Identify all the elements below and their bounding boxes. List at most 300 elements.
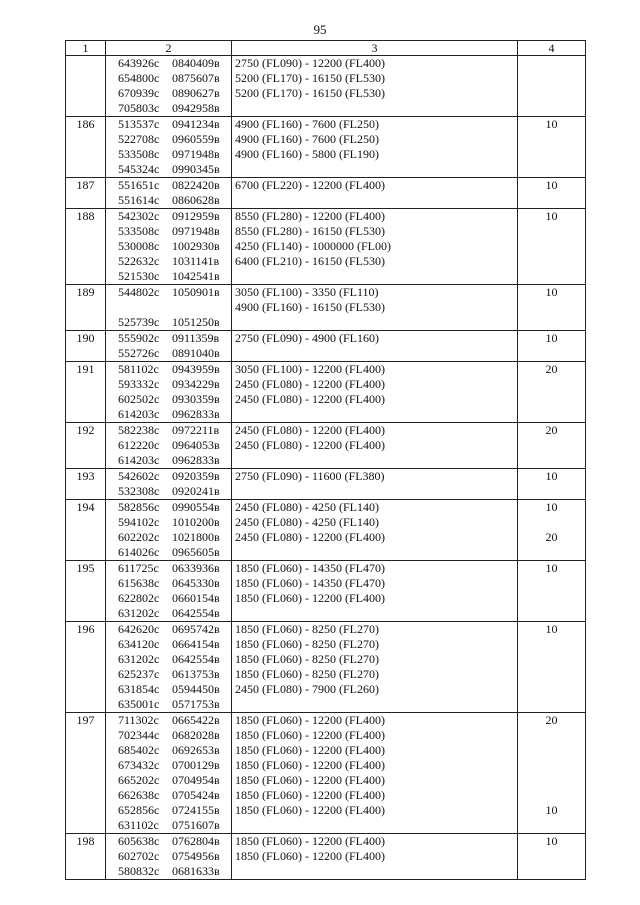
latitude: 542302с: [118, 209, 160, 223]
coordinates-cell: [106, 56, 232, 117]
altitude-cell: [232, 209, 518, 285]
longitude: 0700129в: [172, 758, 220, 772]
longitude: 0642554в: [172, 652, 220, 666]
width-value: [521, 864, 582, 879]
coordinates-cell: [106, 423, 232, 469]
latitude: 612220с: [118, 438, 160, 452]
altitude-cell: [232, 178, 518, 209]
width-value: 20: [545, 530, 558, 544]
coordinate-pair: [118, 423, 228, 438]
altitude-range: [235, 484, 514, 499]
altitude-range: 2450 (FL080) - 12200 (FL400): [235, 392, 385, 406]
longitude: 0971948в: [172, 224, 220, 238]
coordinate-pair: [118, 453, 228, 468]
coordinate-pair: [118, 178, 228, 193]
latitude: 582238с: [118, 423, 160, 437]
longitude: 0840409в: [172, 56, 220, 70]
row-number: 189: [66, 285, 106, 331]
latitude: 634120с: [118, 637, 160, 651]
altitude-range: 1850 (FL060) - 8250 (FL270): [235, 622, 379, 636]
row-number: 190: [66, 331, 106, 362]
altitude-range: [235, 606, 514, 621]
coordinate-pair: [118, 515, 228, 530]
coordinate-pair: [118, 117, 228, 132]
width-value: [521, 591, 582, 606]
altitude-range: 3050 (FL100) - 12200 (FL400): [235, 362, 385, 376]
longitude: 1010200в: [172, 515, 220, 529]
altitude-cell: [232, 622, 518, 713]
longitude: 0751607в: [172, 818, 220, 832]
latitude: 602702с: [118, 849, 160, 863]
longitude: 0822420в: [172, 178, 220, 192]
coordinate-pair: [118, 500, 228, 515]
altitude-range: 2450 (FL080) - 12200 (FL400): [235, 377, 385, 391]
latitude: 544802с: [118, 285, 160, 299]
altitude-cell: [232, 423, 518, 469]
width-cell: [518, 285, 586, 331]
altitude-range: 1850 (FL060) - 12200 (FL400): [235, 849, 385, 863]
altitude-range: 1850 (FL060) - 8250 (FL270): [235, 637, 379, 651]
header-col-2: 2: [106, 41, 232, 56]
coordinates-cell: [106, 362, 232, 423]
width-value: 10: [545, 285, 558, 299]
longitude: 0642554в: [172, 606, 220, 620]
width-cell: [518, 209, 586, 285]
width-value: 20: [545, 423, 558, 437]
table-row: [66, 561, 586, 622]
latitude: 662638с: [118, 788, 160, 802]
coordinate-pair: [118, 834, 228, 849]
coordinate-pair: [118, 788, 228, 803]
altitude-cell: [232, 117, 518, 178]
altitude-cell: [232, 56, 518, 117]
longitude: 0571753в: [172, 697, 220, 711]
width-value: [521, 788, 582, 803]
altitude-range: 1850 (FL060) - 12200 (FL400): [235, 743, 385, 757]
altitude-cell: [232, 834, 518, 880]
altitude-range: 2450 (FL080) - 7900 (FL260): [235, 682, 379, 696]
latitude: 542602с: [118, 469, 160, 483]
coordinates-cell: [106, 469, 232, 500]
coordinate-pair: [118, 254, 228, 269]
row-number: 196: [66, 622, 106, 713]
row-number: 187: [66, 178, 106, 209]
coordinate-pair: [118, 300, 228, 315]
altitude-range: 2450 (FL080) - 12200 (FL400): [235, 423, 385, 437]
width-value: 10: [545, 178, 558, 192]
coordinate-pair: [118, 132, 228, 147]
width-value: [521, 728, 582, 743]
longitude: 0965605в: [172, 545, 220, 559]
coordinate-pair: [118, 315, 228, 330]
longitude: 0594450в: [172, 682, 220, 696]
table-row: [66, 331, 586, 362]
width-value: [521, 453, 582, 468]
latitude: 602502с: [118, 392, 160, 406]
longitude: 0633936в: [172, 561, 220, 575]
longitude: 0704954в: [172, 773, 220, 787]
longitude: 1050901в: [172, 285, 220, 299]
coordinates-cell: [106, 713, 232, 834]
row-number: 194: [66, 500, 106, 561]
row-number: 191: [66, 362, 106, 423]
coordinate-pair: [118, 71, 228, 86]
coordinates-cell: [106, 209, 232, 285]
width-cell: [518, 500, 586, 561]
width-value: [521, 407, 582, 422]
latitude: 551651с: [118, 178, 160, 192]
altitude-range: [235, 269, 514, 284]
altitude-range: 1850 (FL060) - 12200 (FL400): [235, 803, 385, 817]
coordinate-pair: [118, 849, 228, 864]
altitude-range: 1850 (FL060) - 8250 (FL270): [235, 667, 379, 681]
width-cell: [518, 117, 586, 178]
longitude: 1031141в: [172, 254, 220, 268]
row-number: 197: [66, 713, 106, 834]
airspace-table: [65, 40, 586, 880]
longitude: 0990345в: [172, 162, 220, 176]
altitude-range: [235, 101, 514, 116]
longitude: 0695742в: [172, 622, 220, 636]
latitude: 552726с: [118, 346, 160, 360]
width-value: [521, 652, 582, 667]
longitude: 0972211в: [172, 423, 220, 437]
coordinates-cell: [106, 285, 232, 331]
width-value: [521, 697, 582, 712]
longitude: 0645330в: [172, 576, 220, 590]
latitude: 685402с: [118, 743, 160, 757]
row-number: 188: [66, 209, 106, 285]
altitude-range: 1850 (FL060) - 12200 (FL400): [235, 773, 385, 787]
row-number: 192: [66, 423, 106, 469]
table-row: [66, 56, 586, 117]
latitude: 522632с: [118, 254, 160, 268]
coordinate-pair: [118, 362, 228, 377]
coordinate-pair: [118, 56, 228, 71]
coordinate-pair: [118, 818, 228, 833]
altitude-range: 6700 (FL220) - 12200 (FL400): [235, 178, 385, 192]
latitude: 702344с: [118, 728, 160, 742]
table-row: [66, 500, 586, 561]
width-value: [521, 239, 582, 254]
width-cell: [518, 331, 586, 362]
coordinate-pair: [118, 606, 228, 621]
altitude-range: 4900 (FL160) - 5800 (FL190): [235, 147, 379, 161]
coordinate-pair: [118, 622, 228, 637]
width-value: [521, 438, 582, 453]
coordinate-pair: [118, 728, 228, 743]
table-row: [66, 423, 586, 469]
coordinate-pair: [118, 484, 228, 499]
coordinate-pair: [118, 86, 228, 101]
width-value: [521, 377, 582, 392]
altitude-range: 1850 (FL060) - 12200 (FL400): [235, 834, 385, 848]
longitude: 0754956в: [172, 849, 220, 863]
width-value: [521, 86, 582, 101]
coordinate-pair: [118, 269, 228, 284]
longitude: 0930359в: [172, 392, 220, 406]
coordinate-pair: [118, 697, 228, 712]
coordinate-pair: [118, 209, 228, 224]
longitude: 0912959в: [172, 209, 220, 223]
width-value: [521, 254, 582, 269]
longitude: 0942958в: [172, 101, 220, 115]
width-value: [521, 224, 582, 239]
altitude-range: 3050 (FL100) - 3350 (FL110): [235, 285, 379, 299]
latitude: 635001с: [118, 697, 160, 711]
header-col-1: 1: [66, 41, 106, 56]
latitude: 673432с: [118, 758, 160, 772]
longitude: 0682028в: [172, 728, 220, 742]
coordinate-pair: [118, 803, 228, 818]
altitude-range: [235, 545, 514, 560]
altitude-range: [235, 162, 514, 177]
longitude: 0962833в: [172, 453, 220, 467]
latitude: 582856с: [118, 500, 160, 514]
latitude: 642620с: [118, 622, 160, 636]
coordinates-cell: [106, 561, 232, 622]
latitude: 631854с: [118, 682, 160, 696]
altitude-cell: [232, 500, 518, 561]
latitude: 631202с: [118, 606, 160, 620]
table-body: [66, 56, 586, 880]
coordinate-pair: [118, 864, 228, 879]
longitude: 0762804в: [172, 834, 220, 848]
table-row: [66, 285, 586, 331]
coordinate-pair: [118, 331, 228, 346]
row-number: 198: [66, 834, 106, 880]
latitude: 545324с: [118, 162, 160, 176]
altitude-range: [235, 864, 514, 879]
width-value: 10: [545, 209, 558, 223]
longitude: 0934229в: [172, 377, 220, 391]
coordinate-pair: [118, 438, 228, 453]
altitude-range: 1850 (FL060) - 14350 (FL470): [235, 561, 385, 575]
latitude: 611725с: [118, 561, 159, 575]
width-value: [521, 484, 582, 499]
table-row: [66, 117, 586, 178]
latitude: 654800с: [118, 71, 160, 85]
altitude-range: 2450 (FL080) - 12200 (FL400): [235, 438, 385, 452]
coordinate-pair: [118, 193, 228, 208]
width-cell: [518, 713, 586, 834]
coordinate-pair: [118, 162, 228, 177]
width-value: 10: [545, 500, 558, 514]
latitude: 631102с: [118, 818, 159, 832]
longitude: 0705424в: [172, 788, 220, 802]
latitude: 522708с: [118, 132, 160, 146]
longitude: 0920359в: [172, 469, 220, 483]
width-cell: [518, 561, 586, 622]
altitude-range: 2450 (FL080) - 12200 (FL400): [235, 530, 385, 544]
altitude-range: [235, 697, 514, 712]
row-number: [66, 56, 106, 117]
width-cell: [518, 622, 586, 713]
width-value: [521, 545, 582, 560]
altitude-range: 2750 (FL090) - 4900 (FL160): [235, 331, 379, 345]
altitude-range: 8550 (FL280) - 16150 (FL530): [235, 224, 385, 238]
width-value: 20: [545, 713, 558, 727]
altitude-range: 4900 (FL160) - 7600 (FL250): [235, 117, 379, 131]
header-col-4: 4: [518, 41, 586, 56]
altitude-range: 2750 (FL090) - 12200 (FL400): [235, 56, 385, 70]
longitude: 0660154в: [172, 591, 220, 605]
width-value: [521, 606, 582, 621]
longitude: 1002930в: [172, 239, 220, 253]
latitude: 614203с: [118, 453, 160, 467]
latitude: 555902с: [118, 331, 160, 345]
altitude-range: [235, 346, 514, 361]
coordinate-pair: [118, 239, 228, 254]
altitude-range: [235, 818, 514, 833]
altitude-range: 1850 (FL060) - 12200 (FL400): [235, 758, 385, 772]
width-value: [521, 132, 582, 147]
latitude: 622802с: [118, 591, 160, 605]
width-value: [521, 269, 582, 284]
coordinate-pair: [118, 713, 228, 728]
coordinate-pair: [118, 224, 228, 239]
latitude: 521530с: [118, 269, 160, 283]
width-value: [521, 773, 582, 788]
width-value: [521, 667, 582, 682]
altitude-cell: [232, 285, 518, 331]
coordinate-pair: [118, 591, 228, 606]
altitude-range: [235, 193, 514, 208]
altitude-range: 1850 (FL060) - 12200 (FL400): [235, 728, 385, 742]
longitude: 0911359в: [172, 331, 220, 345]
table-row: [66, 469, 586, 500]
coordinate-pair: [118, 101, 228, 116]
longitude: 0724155в: [172, 803, 220, 817]
longitude: 0681633в: [172, 864, 220, 878]
row-number: 195: [66, 561, 106, 622]
latitude: 580832с: [118, 864, 160, 878]
coordinate-pair: [118, 667, 228, 682]
width-value: [521, 315, 582, 330]
table-row: [66, 178, 586, 209]
width-cell: [518, 178, 586, 209]
width-cell: [518, 469, 586, 500]
latitude: 614026с: [118, 545, 160, 559]
longitude: 0943959в: [172, 362, 220, 376]
width-value: [521, 758, 582, 773]
width-cell: [518, 834, 586, 880]
altitude-range: 2450 (FL080) - 4250 (FL140): [235, 515, 379, 529]
row-number: 186: [66, 117, 106, 178]
width-value: 10: [545, 803, 558, 817]
altitude-cell: [232, 362, 518, 423]
width-value: [521, 637, 582, 652]
latitude: 533508с: [118, 147, 160, 161]
altitude-range: 4900 (FL160) - 16150 (FL530): [235, 300, 385, 314]
altitude-range: [235, 453, 514, 468]
longitude: 0971948в: [172, 147, 220, 161]
width-value: [521, 515, 582, 530]
latitude: 530008с: [118, 239, 160, 253]
longitude: 1021800в: [172, 530, 220, 544]
latitude: 513537с: [118, 117, 160, 131]
width-value: [521, 147, 582, 162]
latitude: 533508с: [118, 224, 160, 238]
page-number: 95: [313, 22, 327, 37]
altitude-range: 8550 (FL280) - 12200 (FL400): [235, 209, 385, 223]
coordinate-pair: [118, 758, 228, 773]
width-value: [521, 162, 582, 177]
altitude-cell: [232, 713, 518, 834]
coordinate-pair: [118, 392, 228, 407]
altitude-range: 1850 (FL060) - 12200 (FL400): [235, 591, 385, 605]
longitude: 0692653в: [172, 743, 220, 757]
width-cell: [518, 56, 586, 117]
coordinate-pair: [118, 576, 228, 591]
latitude: 602202с: [118, 530, 160, 544]
latitude: 665202с: [118, 773, 160, 787]
width-value: [521, 818, 582, 833]
longitude: 0613753в: [172, 667, 220, 681]
latitude: 525739с: [118, 315, 160, 329]
longitude: 0875607в: [172, 71, 220, 85]
longitude: 0664154в: [172, 637, 220, 651]
latitude: 615638с: [118, 576, 160, 590]
coordinates-cell: [106, 622, 232, 713]
coordinate-pair: [118, 530, 228, 545]
coordinate-pair: [118, 377, 228, 392]
table-row: [66, 713, 586, 834]
width-value: [521, 849, 582, 864]
coordinate-pair: [118, 407, 228, 422]
width-value: [521, 682, 582, 697]
width-value: [521, 743, 582, 758]
header-row: [66, 41, 586, 56]
altitude-range: 4250 (FL140) - 1000000 (FL00): [235, 239, 391, 253]
latitude: 670939с: [118, 86, 160, 100]
longitude: 0665422в: [172, 713, 220, 727]
altitude-range: 5200 (FL170) - 16150 (FL530): [235, 86, 385, 100]
width-value: 10: [545, 622, 558, 636]
width-value: [521, 193, 582, 208]
latitude: 705803с: [118, 101, 160, 115]
width-cell: [518, 423, 586, 469]
coordinates-cell: [106, 834, 232, 880]
altitude-cell: [232, 331, 518, 362]
table-row: [66, 834, 586, 880]
header-col-3: 3: [232, 41, 518, 56]
coordinate-pair: [118, 545, 228, 560]
longitude: 0860628в: [172, 193, 220, 207]
width-value: [521, 346, 582, 361]
altitude-range: 4900 (FL160) - 7600 (FL250): [235, 132, 379, 146]
table-row: [66, 622, 586, 713]
altitude-range: 1850 (FL060) - 14350 (FL470): [235, 576, 385, 590]
width-value: 10: [545, 834, 558, 848]
longitude: 0920241в: [172, 484, 220, 498]
longitude: 0964053в: [172, 438, 220, 452]
coordinate-pair: [118, 469, 228, 484]
width-value: [521, 392, 582, 407]
coordinates-cell: [106, 178, 232, 209]
coordinate-pair: [118, 773, 228, 788]
coordinate-pair: [118, 682, 228, 697]
altitude-range: 1850 (FL060) - 12200 (FL400): [235, 713, 385, 727]
latitude: 551614с: [118, 193, 160, 207]
longitude: 0990554в: [172, 500, 220, 514]
latitude: 631202с: [118, 652, 160, 666]
latitude: 614203с: [118, 407, 160, 421]
altitude-range: [235, 315, 514, 330]
longitude: 0941234в: [172, 117, 220, 131]
altitude-range: 2450 (FL080) - 4250 (FL140): [235, 500, 379, 514]
width-value: [521, 71, 582, 86]
